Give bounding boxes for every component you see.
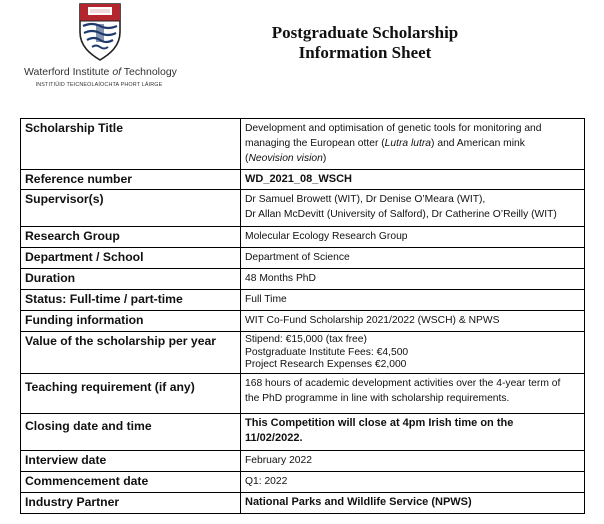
row-value: 48 Months PhD bbox=[241, 269, 585, 290]
info-table bbox=[20, 118, 585, 514]
row-value: Q1: 2022 bbox=[241, 471, 585, 492]
institution-name-irish: INSTITIÚID TEICNEOLAÍOCHTA PHORT LÁIRGE bbox=[35, 82, 163, 88]
crest-icon bbox=[76, 2, 124, 62]
table-row bbox=[21, 269, 585, 290]
table-row bbox=[21, 290, 585, 311]
row-label: Department / School bbox=[21, 248, 241, 269]
row-value: Molecular Ecology Research Group bbox=[241, 227, 585, 248]
row-value: This Competition will close at 4pm Irish time on the 11/02/2022. bbox=[241, 413, 585, 450]
table-row bbox=[21, 471, 585, 492]
row-value: WIT Co-Fund Scholarship 2021/2022 (WSCH) & NPWS bbox=[241, 311, 585, 332]
row-label: Teaching requirement (if any) bbox=[21, 373, 241, 413]
table-row bbox=[21, 248, 585, 269]
table-row bbox=[21, 332, 585, 374]
row-value: February 2022 bbox=[241, 450, 585, 471]
row-value: WD_2021_08_WSCH bbox=[241, 170, 585, 190]
row-label: Commencement date bbox=[21, 471, 241, 492]
row-value: Full Time bbox=[241, 290, 585, 311]
row-label: Supervisor(s) bbox=[21, 190, 241, 227]
row-label: Duration bbox=[21, 269, 241, 290]
table-row bbox=[21, 170, 585, 190]
row-label: Research Group bbox=[21, 227, 241, 248]
table-row bbox=[21, 227, 585, 248]
table-row bbox=[21, 311, 585, 332]
institution-name: Waterford Institute of Technology bbox=[24, 66, 177, 78]
table-row bbox=[21, 450, 585, 471]
row-label: Industry Partner bbox=[21, 492, 241, 513]
row-label: Closing date and time bbox=[21, 413, 241, 450]
table-row bbox=[21, 492, 585, 513]
institution-logo bbox=[24, 2, 177, 94]
title-line-2: Information Sheet bbox=[298, 43, 432, 62]
row-label: Reference number bbox=[21, 170, 241, 190]
table-row bbox=[21, 373, 585, 413]
row-label: Value of the scholarship per year bbox=[21, 332, 241, 374]
row-value: 168 hours of academic development activities over the 4-year term of the PhD programme in line with scholarship requirements. bbox=[241, 373, 585, 413]
row-label: Funding information bbox=[21, 311, 241, 332]
title-line-1: Postgraduate Scholarship bbox=[271, 23, 459, 42]
row-label: Interview date bbox=[21, 450, 241, 471]
table-row bbox=[21, 119, 585, 170]
table-row bbox=[21, 413, 585, 450]
row-label: Scholarship Title bbox=[21, 119, 241, 170]
row-value: National Parks and Wildlife Service (NPWS) bbox=[241, 492, 585, 513]
row-value: Department of Science bbox=[241, 248, 585, 269]
row-value: Stipend: €15,000 (tax free) Postgraduate Institute Fees: €4,500 Project Research Expenses €2,000 bbox=[241, 332, 585, 374]
row-label: Status: Full-time / part-time bbox=[21, 290, 241, 311]
table-row bbox=[21, 190, 585, 227]
row-value: Development and optimisation of genetic tools for monitoring and managing the European otter (Lutra lutra) and American mink (Neovision vision) bbox=[241, 119, 585, 170]
row-value: Dr Samuel Browett (WIT), Dr Denise O’Meara (WIT), Dr Allan McDevitt (University of Salford), Dr Catherine O’Reilly (WIT) bbox=[241, 190, 585, 227]
page-title bbox=[250, 23, 480, 63]
